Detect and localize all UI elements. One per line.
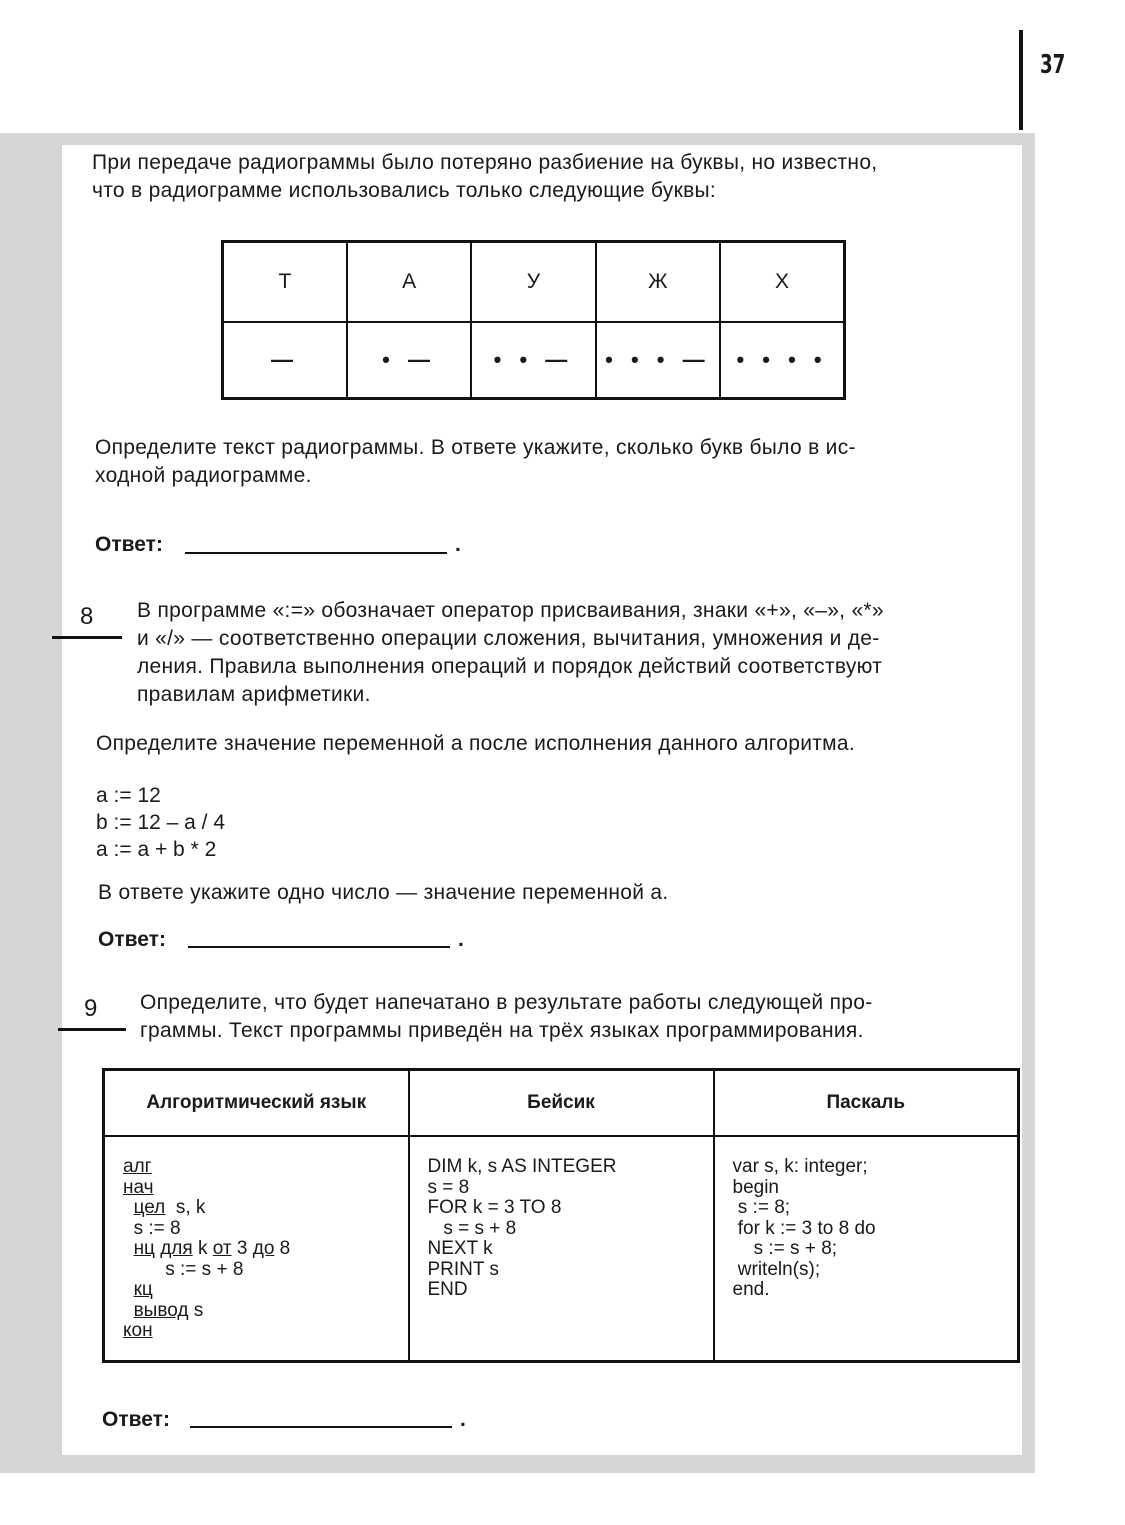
keyword: нач <box>123 1176 154 1198</box>
code-text: s <box>188 1299 204 1321</box>
column-header: Бейсик <box>409 1070 714 1137</box>
task8-text-line-3: ления. Правила выполнения операций и порядок действий соответствуют <box>137 655 883 678</box>
morse-letter: Т <box>223 242 347 323</box>
program-languages-table <box>102 1068 1020 1363</box>
keyword: нц <box>133 1238 155 1259</box>
task7-question-line-2: ходной радиограмме. <box>95 464 312 487</box>
keyword: кц <box>133 1279 153 1300</box>
morse-code: • — <box>347 322 471 399</box>
keyword: алг <box>123 1156 152 1177</box>
answer-field[interactable] <box>190 1426 452 1428</box>
code-line: b := 12 – a / 4 <box>96 811 226 834</box>
column-header: Алгоритмический язык <box>104 1070 409 1137</box>
keyword: кон <box>123 1320 153 1341</box>
answer-label: Ответ: <box>102 1408 170 1431</box>
answer-label: Ответ: <box>98 928 166 951</box>
keyword: вывод <box>133 1299 189 1321</box>
task9-text-line-2: граммы. Текст программы приведён на трёх языках программирования. <box>140 1019 864 1042</box>
morse-code: — <box>223 322 347 399</box>
answer-label: Ответ: <box>95 533 163 556</box>
code-text: s, k <box>165 1197 206 1218</box>
task-number: 9 <box>84 995 98 1022</box>
keyword: от <box>212 1238 232 1259</box>
code-text: s := s + 8 <box>165 1258 244 1280</box>
task-number: 8 <box>80 603 94 630</box>
morse-letter: У <box>471 242 595 323</box>
code-text: 8 <box>274 1238 291 1259</box>
task8-text-line-4: правилам арифметики. <box>137 683 371 706</box>
column-header: Паскаль <box>714 1070 1019 1137</box>
answer-dot: . <box>460 1408 466 1431</box>
task8-question: Определите значение переменной а после исполнения данного алгоритма. <box>96 732 856 755</box>
page-number: 37 <box>1040 50 1066 80</box>
morse-code: • • • • <box>720 322 844 399</box>
intro-line-1: При передаче радиограммы было потеряно разбиение на буквы, но известно, <box>92 151 878 174</box>
answer-dot: . <box>458 928 464 951</box>
code-line: a := 12 <box>96 784 161 807</box>
algorithmic-code <box>104 1136 409 1362</box>
code-text: k <box>192 1238 213 1259</box>
basic-code: DIM k, s AS INTEGER s = 8 FOR k = 3 TO 8 s = s + 8 NEXT k PRINT s END <box>409 1136 714 1362</box>
keyword: цел <box>133 1197 166 1218</box>
intro-line-2: что в радиограмме использовались только следующие буквы: <box>92 179 717 202</box>
answer-dot: . <box>455 533 461 556</box>
task7-question-line-1: Определите текст радиограммы. В ответе укажите, сколько букв было в ис- <box>95 436 856 459</box>
answer-field[interactable] <box>185 552 447 554</box>
code-text: 3 <box>231 1238 253 1259</box>
keyword: для <box>160 1238 193 1259</box>
keyword: до <box>252 1238 275 1259</box>
task-rule <box>58 1028 126 1031</box>
pascal-code: var s, k: integer; begin s := 8; for k := 3 to 8 do s := s + 8; writeln(s); end. <box>714 1136 1019 1362</box>
task9-text-line-1: Определите, что будет напечатано в результате работы следующей про- <box>140 991 873 1014</box>
morse-letter: Ж <box>596 242 720 323</box>
morse-letter: Х <box>720 242 844 323</box>
code-text: s := 8 <box>133 1217 181 1239</box>
margin-rule <box>1019 30 1023 130</box>
morse-code: • • — <box>471 322 595 399</box>
morse-letter: А <box>347 242 471 323</box>
task8-text-line-2: и «/» — соответственно операции сложения, вычитания, умножения и де- <box>137 627 880 650</box>
task-rule <box>52 636 122 639</box>
morse-code: • • • — <box>596 322 720 399</box>
morse-code-table <box>221 240 846 400</box>
task8-text-line-1: В программе «:=» обозначает оператор присваивания, знаки «+», «–», «*» <box>137 599 884 622</box>
answer-field[interactable] <box>188 946 450 948</box>
code-line: a := a + b * 2 <box>96 838 217 861</box>
task8-instruction: В ответе укажите одно число — значение переменной а. <box>98 881 669 904</box>
